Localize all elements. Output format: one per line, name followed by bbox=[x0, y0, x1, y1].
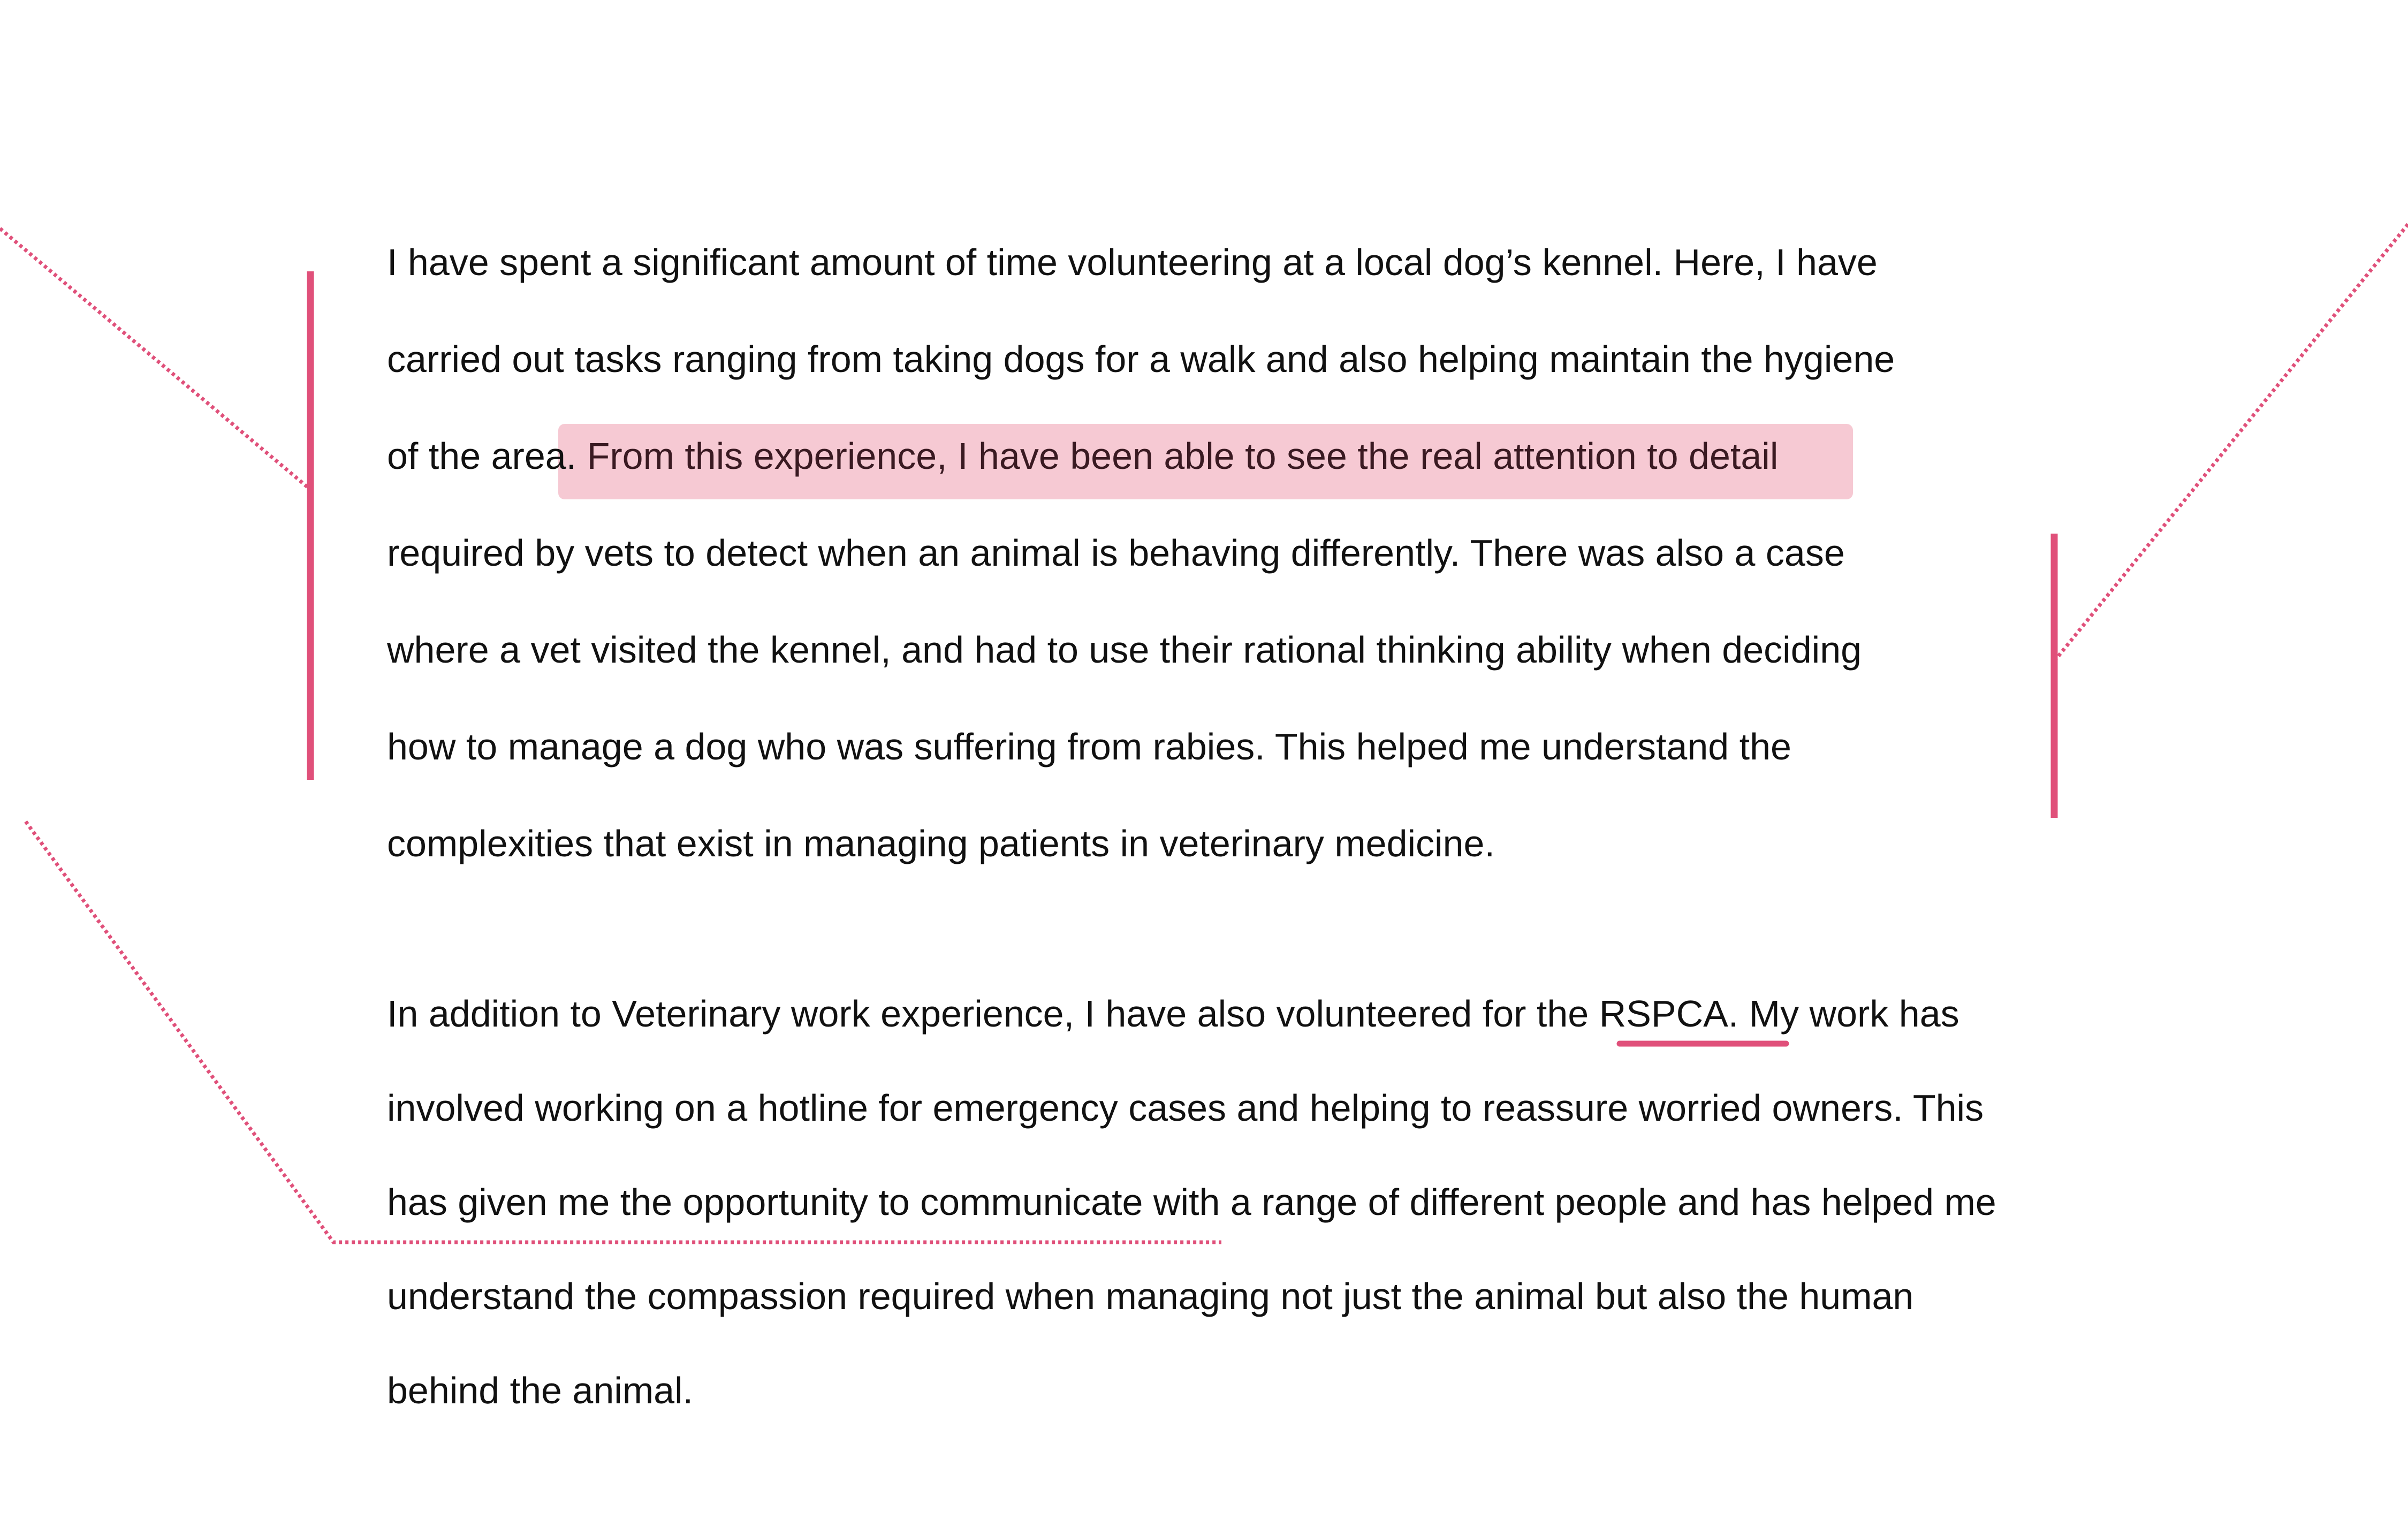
paragraph-1-line-3 bbox=[387, 408, 1895, 505]
paragraph-1 bbox=[387, 214, 1895, 892]
paragraph-2-line-4: understand the compassion required when managing not just the animal but also the human bbox=[387, 1275, 1914, 1317]
paragraph-2-line-3: has given me the opportunity to communicate with a range of different people and has helped me bbox=[387, 1181, 1996, 1223]
rspca-term: RSPCA. bbox=[1599, 993, 1739, 1035]
paragraph-2-line-5: behind the animal. bbox=[387, 1370, 694, 1411]
paragraph-1-line-6: how to manage a dog who was suffering from rabies. This helped me understand the bbox=[387, 726, 1791, 767]
right-dotted-leader bbox=[2053, 224, 2408, 663]
paragraph-1-line-1: I have spent a significant amount of time volunteering at a local dog’s kennel. Here, I have bbox=[387, 241, 1878, 283]
paragraph-1-line-2: carried out tasks ranging from taking dogs for a walk and also helping maintain the hygiene bbox=[387, 338, 1895, 380]
paragraph-2-line-1 bbox=[387, 967, 1996, 1061]
paragraph-2-line-1-end: My work has bbox=[1738, 993, 1959, 1035]
paragraph-1-line-3-start: of the area. bbox=[387, 435, 577, 477]
left-top-dotted-leader bbox=[0, 229, 309, 489]
paragraph-2 bbox=[387, 967, 1996, 1438]
highlighted-sentence: From this experience, I have been able to see the real attention to detail bbox=[576, 435, 1779, 477]
paragraph-2-line-2: involved working on a hotline for emergency cases and helping to reassure worried owners. This bbox=[387, 1087, 1984, 1129]
paragraph-2-line-1-start: In addition to Veterinary work experience, I have also volunteered for the bbox=[387, 993, 1599, 1035]
paragraph-1-line-4: required by vets to detect when an animal is behaving differently. There was also a case bbox=[387, 532, 1845, 574]
paragraph-1-line-7: complexities that exist in managing patients in veterinary medicine. bbox=[387, 823, 1495, 864]
paragraph-1-line-5: where a vet visited the kennel, and had to use their rational thinking ability when deciding bbox=[387, 629, 1862, 671]
